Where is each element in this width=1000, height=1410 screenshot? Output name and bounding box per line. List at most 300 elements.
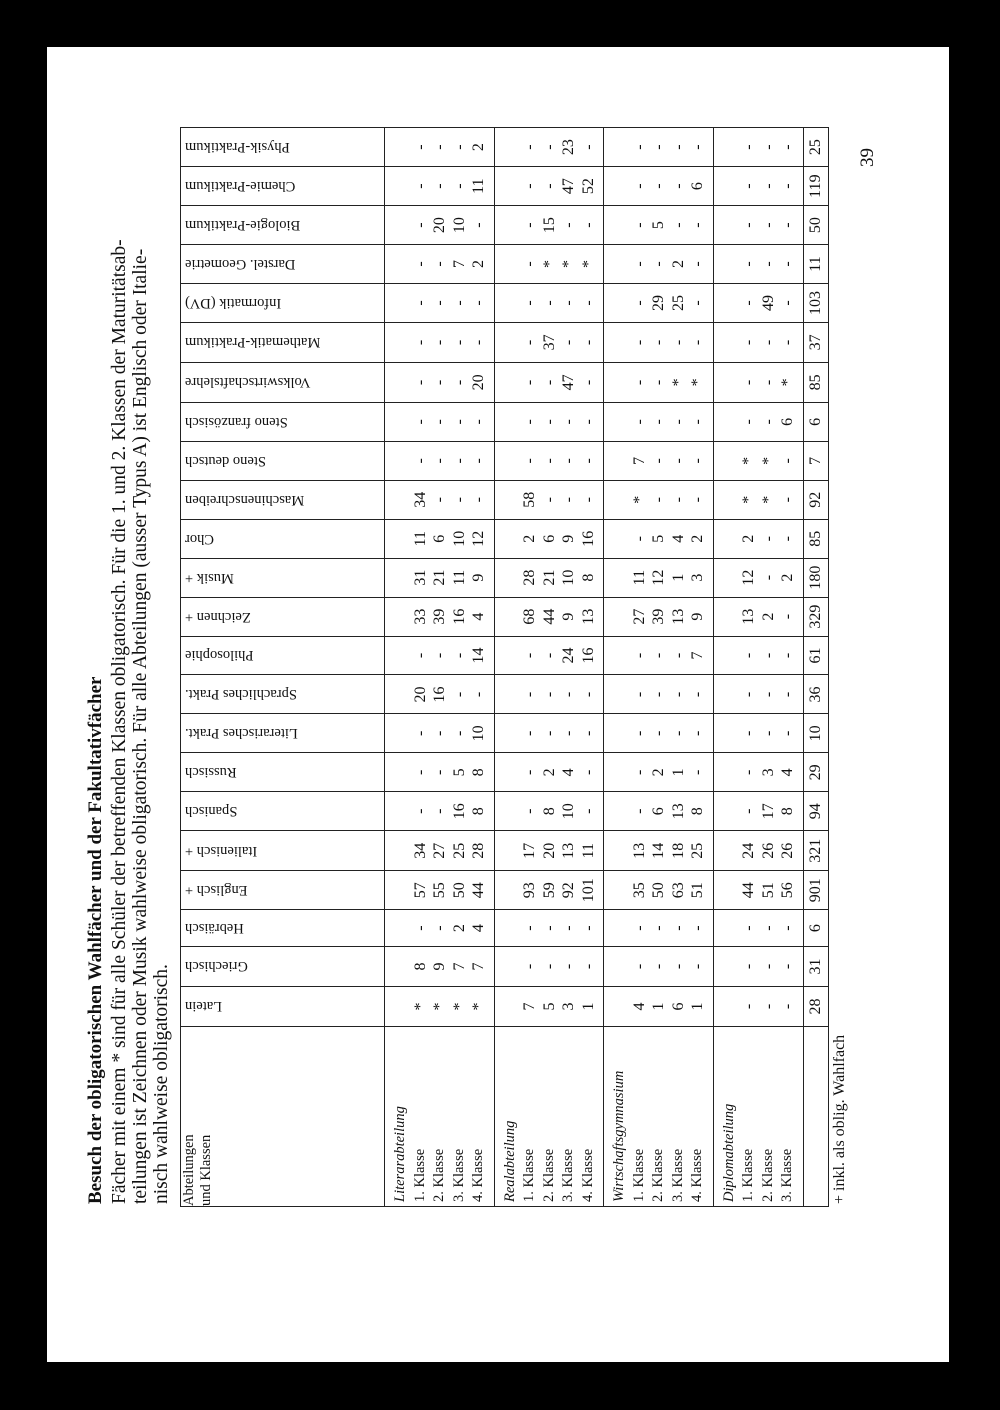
table-cell: 34 <box>411 842 429 859</box>
spacer <box>501 831 521 870</box>
table-cell: - <box>740 261 757 267</box>
value-column <box>494 792 604 831</box>
table-cell: - <box>540 379 558 386</box>
table-cell: * <box>630 495 648 504</box>
table-cell: 24 <box>740 842 757 859</box>
value-column <box>713 597 803 636</box>
table-cell: - <box>521 183 538 189</box>
total-cell: 7 <box>803 441 828 480</box>
table-cell: 29 <box>650 294 667 311</box>
spacer <box>610 559 630 597</box>
table-cell: 4 <box>669 534 687 543</box>
table-cell: - <box>759 925 777 931</box>
spacer <box>610 831 630 870</box>
table-cell: 5 <box>650 534 667 543</box>
value-column <box>494 753 604 792</box>
table-cell: 16 <box>431 686 448 703</box>
value-column <box>494 322 604 362</box>
table-cell: * <box>759 495 777 504</box>
table-cell: - <box>540 458 558 464</box>
column-header-wrap <box>181 792 384 830</box>
table-cell: 27 <box>630 608 648 625</box>
table-cell: - <box>630 808 648 814</box>
spacer <box>501 598 521 636</box>
column-header <box>181 322 385 362</box>
table-cell: 9 <box>431 962 448 971</box>
value-column <box>713 753 803 792</box>
table-cell: 6 <box>431 534 448 543</box>
table-cell: - <box>521 925 538 931</box>
table-cell: - <box>779 300 796 306</box>
table-cell: - <box>689 222 706 228</box>
table-cell: 5 <box>540 1002 558 1011</box>
table-cell: 1 <box>669 573 687 582</box>
value-column <box>604 910 714 947</box>
column-header-label: Musik + <box>185 569 234 586</box>
value-column <box>604 362 714 402</box>
value-column <box>713 558 803 597</box>
column-header-label: Mathematik-Praktikum <box>185 334 321 351</box>
table-cell: 56 <box>779 882 796 899</box>
total-cell: 37 <box>803 322 828 362</box>
table-cell: - <box>689 261 706 267</box>
table-cell: * <box>579 260 597 268</box>
table-cell: - <box>669 339 687 346</box>
table-cell: 4 <box>630 1002 648 1011</box>
table-cell: - <box>411 222 429 228</box>
spacer <box>610 206 630 244</box>
table-cell: 20 <box>470 374 487 391</box>
table-cell: 39 <box>650 608 667 625</box>
section-name: Literarabteilung <box>392 1106 408 1202</box>
table-cell: - <box>540 497 558 503</box>
table-cell: 4 <box>470 924 487 933</box>
column-header-wrap <box>181 442 384 480</box>
table-cell: 13 <box>740 608 757 625</box>
column-header-wrap <box>181 284 384 322</box>
column-header-label: Steno französisch <box>185 413 288 430</box>
table-cell: - <box>759 652 777 659</box>
table-cell: - <box>431 808 448 814</box>
table-cell: 5 <box>450 768 468 777</box>
value-column <box>494 675 604 714</box>
table-cell: - <box>740 183 757 189</box>
column-header-department <box>181 1027 385 1207</box>
class-label: 4. Klasse <box>689 1148 705 1202</box>
spacer <box>720 167 740 205</box>
table-cell: - <box>431 419 448 425</box>
spacer <box>391 167 411 205</box>
spacer <box>610 442 630 480</box>
table-cell: 8 <box>470 807 487 816</box>
table-cell: 2 <box>540 768 558 777</box>
column-header <box>181 792 385 831</box>
total-cell: 10 <box>803 714 828 753</box>
table-cell: - <box>431 458 448 464</box>
total-cell: 28 <box>803 987 828 1027</box>
total-cell: 29 <box>803 753 828 792</box>
table-cell: - <box>470 419 487 425</box>
total-cell: 6 <box>803 402 828 441</box>
value-column <box>494 362 604 402</box>
table-cell: - <box>579 691 597 698</box>
table-cell: 10 <box>560 569 577 586</box>
column-header-wrap <box>181 637 384 675</box>
spacer <box>391 947 411 986</box>
value-column <box>713 636 803 675</box>
table-cell: 4 <box>560 768 577 777</box>
value-column <box>494 831 604 871</box>
table-cell: 11 <box>411 530 429 547</box>
table-cell: - <box>411 769 429 775</box>
spacer <box>501 753 521 791</box>
table-cell: - <box>759 419 777 425</box>
table-cell: - <box>740 379 757 386</box>
spacer <box>720 206 740 244</box>
table-cell: - <box>630 536 648 542</box>
table-cell: - <box>450 144 468 150</box>
table-cell: * <box>411 1002 429 1011</box>
value-column <box>385 362 495 402</box>
value-column <box>385 558 495 597</box>
column-header-wrap <box>181 987 384 1026</box>
table-cell: - <box>759 536 777 542</box>
table-cell: 93 <box>521 882 538 899</box>
table-cell: 9 <box>560 534 577 543</box>
table-cell: 20 <box>431 217 448 234</box>
table-cell: - <box>470 300 487 306</box>
spacer <box>720 831 740 870</box>
table-cell: 13 <box>560 842 577 859</box>
table-cell: - <box>630 419 648 425</box>
total-cell: 25 <box>803 128 828 167</box>
table-cell: 11 <box>470 178 487 194</box>
table-cell: 35 <box>630 882 648 899</box>
table-cell: - <box>521 379 538 386</box>
value-column <box>713 831 803 871</box>
column-header <box>181 753 385 792</box>
table-cell: - <box>579 379 597 386</box>
table-cell: * <box>431 1002 448 1011</box>
spacer <box>610 520 630 558</box>
table-cell: - <box>689 144 706 150</box>
table-cell: 6 <box>779 417 796 426</box>
intro-line: teilungen ist Zeichnen oder Musik wahlweise obligatorisch. Für alle Abteilungen (ausser Typus A) ist Englisch oder Italie- <box>130 248 151 1204</box>
spacer <box>610 403 630 441</box>
spacer <box>610 284 630 322</box>
table-cell: - <box>779 144 796 150</box>
table-cell: - <box>411 183 429 189</box>
table-cell: - <box>470 497 487 503</box>
value-column <box>604 245 714 284</box>
table-cell: 33 <box>411 608 429 625</box>
column-header-wrap <box>181 323 384 362</box>
total-cell: 11 <box>803 245 828 284</box>
table-cell: - <box>521 261 538 267</box>
table-cell: * <box>740 456 757 465</box>
spacer <box>391 481 411 519</box>
table-cell: - <box>540 183 558 189</box>
value-column <box>713 245 803 284</box>
table-cell: - <box>411 419 429 425</box>
column-header <box>181 597 385 636</box>
spacer <box>501 987 521 1026</box>
table-cell: - <box>540 144 558 150</box>
value-column <box>385 167 495 206</box>
section-names <box>494 1027 604 1207</box>
table-cell: - <box>411 458 429 464</box>
table-cell: 2 <box>650 768 667 777</box>
table-cell: - <box>759 144 777 150</box>
table-cell: - <box>689 963 706 970</box>
table-cell: - <box>521 419 538 425</box>
value-column <box>385 441 495 480</box>
column-header-label: Biologie-Praktikum <box>185 217 301 234</box>
value-column <box>385 206 495 245</box>
table-cell: 10 <box>450 217 468 234</box>
table-cell: - <box>540 419 558 425</box>
table-cell: 68 <box>521 608 538 625</box>
table-cell: - <box>521 458 538 464</box>
spacer <box>391 714 411 752</box>
value-column <box>604 283 714 322</box>
value-column <box>494 441 604 480</box>
spacer <box>501 403 521 441</box>
value-column <box>494 167 604 206</box>
spacer <box>720 323 740 362</box>
spacer <box>501 442 521 480</box>
column-header-label: Philosophie <box>185 647 254 664</box>
table-cell: - <box>650 261 667 267</box>
table-cell: - <box>759 730 777 737</box>
value-column <box>385 597 495 636</box>
column-header <box>181 714 385 753</box>
table-cell: - <box>630 144 648 150</box>
table-cell: 31 <box>411 569 429 586</box>
table-cell: 20 <box>411 686 429 703</box>
table-cell: - <box>450 300 468 306</box>
spacer <box>501 323 521 362</box>
table-cell: - <box>740 300 757 306</box>
table-cell: 47 <box>560 178 577 195</box>
table-cell: - <box>431 652 448 659</box>
value-column <box>604 322 714 362</box>
value-column <box>713 362 803 402</box>
class-label: 1. Klasse <box>740 1148 756 1202</box>
spacer <box>391 598 411 636</box>
column-header-label: Sprachliches Prakt. <box>185 686 297 703</box>
table-cell: - <box>689 339 706 346</box>
table-cell: - <box>579 769 597 775</box>
table-cell: 11 <box>450 569 468 586</box>
table-cell: 15 <box>540 217 558 234</box>
spacer <box>610 598 630 636</box>
table-cell: - <box>779 613 796 620</box>
table-cell: - <box>740 222 757 228</box>
section-name: Wirtschaftsgymnasium <box>611 1070 627 1202</box>
intro-line: Fächer mit einem * sind für alle Schüler der betreffenden Klassen obligatorisch. Für die 1. und 2. Klassen der Maturitätsab- <box>109 239 130 1204</box>
table-cell: - <box>630 769 648 775</box>
class-label: 1. Klasse <box>411 1148 428 1202</box>
table-cell: - <box>560 222 577 228</box>
table-cell: 6 <box>689 182 706 191</box>
value-column <box>713 675 803 714</box>
spacer <box>720 559 740 597</box>
section-block <box>385 128 495 1207</box>
footnote: + inkl. als oblig. Wahlfach <box>831 1034 848 1204</box>
totals-row <box>803 128 828 1207</box>
spacer <box>610 323 630 362</box>
table-cell: - <box>759 963 777 970</box>
table-cell: 23 <box>560 139 577 156</box>
spacer <box>610 637 630 675</box>
class-label: 1. Klasse <box>630 1148 647 1202</box>
table-cell: - <box>579 339 597 346</box>
table-cell: 24 <box>560 647 577 664</box>
intro-line: nisch wahlweise obligatorisch. <box>151 964 172 1204</box>
table-cell: - <box>560 339 577 346</box>
value-column <box>385 322 495 362</box>
table-cell: - <box>560 419 577 425</box>
value-column <box>604 441 714 480</box>
table-cell: - <box>689 691 706 698</box>
table-cell: 63 <box>669 882 687 899</box>
table-cell: - <box>669 183 687 189</box>
value-column <box>713 714 803 753</box>
table-cell: 8 <box>779 807 796 816</box>
spacer <box>610 871 630 909</box>
table-cell: - <box>650 339 667 346</box>
table-cell: 21 <box>540 569 558 586</box>
value-column <box>604 402 714 441</box>
table-cell: 39 <box>431 608 448 625</box>
class-label: 2. Klasse <box>650 1148 666 1202</box>
table-cell: - <box>540 300 558 306</box>
table-cell: - <box>450 691 468 698</box>
table-cell: 21 <box>431 569 448 586</box>
column-header-label: Steno deutsch <box>185 452 266 469</box>
table-cell: - <box>540 691 558 698</box>
column-header-label: Griechisch <box>185 958 248 975</box>
spacer <box>391 792 411 830</box>
table-cell: 14 <box>470 647 487 664</box>
class-label: 2. Klasse <box>759 1148 776 1202</box>
table-cell: * <box>669 378 687 387</box>
spacer <box>391 831 411 870</box>
column-header-wrap <box>181 245 384 283</box>
value-column <box>604 206 714 245</box>
table-cell: 8 <box>411 962 429 971</box>
spacer <box>391 871 411 909</box>
table-cell: - <box>450 497 468 503</box>
column-header-wrap <box>181 910 384 946</box>
table-cell: - <box>650 183 667 189</box>
value-column <box>713 167 803 206</box>
spacer <box>391 363 411 402</box>
column-header <box>181 675 385 714</box>
value-column <box>604 792 714 831</box>
table-cell: 2 <box>759 612 777 621</box>
value-column <box>494 128 604 167</box>
table-cell: - <box>540 925 558 931</box>
table-cell: 26 <box>759 842 777 859</box>
table-cell: - <box>411 300 429 306</box>
spacer <box>391 403 411 441</box>
value-column <box>713 947 803 987</box>
table-cell: - <box>630 339 648 346</box>
spacer <box>720 481 740 519</box>
table-cell: 12 <box>740 569 757 586</box>
value-column <box>494 636 604 675</box>
value-column <box>385 792 495 831</box>
value-column <box>604 871 714 910</box>
spacer <box>391 675 411 713</box>
table-cell: - <box>740 339 757 346</box>
column-header-wrap <box>181 871 384 909</box>
table-cell: - <box>630 730 648 737</box>
total-cell: 61 <box>803 636 828 675</box>
table-cell: - <box>560 458 577 464</box>
table-cell: 44 <box>740 882 757 899</box>
column-header-label: Maschinenschreiben <box>185 491 305 508</box>
table-cell: 16 <box>579 647 597 664</box>
column-header <box>181 558 385 597</box>
table-cell: - <box>450 419 468 425</box>
column-header <box>181 362 385 402</box>
section-block <box>604 128 714 1207</box>
table-cell: - <box>669 925 687 931</box>
enrollment-table <box>180 127 829 1207</box>
column-header <box>181 245 385 284</box>
table-cell: - <box>630 652 648 659</box>
table-cell: - <box>411 144 429 150</box>
table-cell: 59 <box>540 882 558 899</box>
table-cell: - <box>630 222 648 228</box>
table-cell: - <box>431 144 448 150</box>
value-column <box>385 519 495 558</box>
table-cell: - <box>630 963 648 970</box>
value-column <box>713 402 803 441</box>
table-cell: - <box>779 222 796 228</box>
table-cell: - <box>650 925 667 931</box>
spacer <box>391 910 411 946</box>
value-column <box>604 128 714 167</box>
value-column <box>713 910 803 947</box>
spacer <box>720 598 740 636</box>
spacer <box>501 910 521 946</box>
table-cell: - <box>431 769 448 775</box>
table-cell: 9 <box>560 612 577 621</box>
table-cell: 27 <box>431 842 448 859</box>
table-cell: - <box>650 144 667 150</box>
table-cell: - <box>740 652 757 659</box>
spacer <box>501 128 521 166</box>
value-column <box>604 987 714 1027</box>
column-header-wrap <box>181 481 384 519</box>
table-cell: - <box>779 536 796 542</box>
table-cell: - <box>740 691 757 698</box>
spacer <box>501 206 521 244</box>
table-cell: - <box>650 379 667 386</box>
table-cell: - <box>521 144 538 150</box>
value-column <box>385 831 495 871</box>
value-column <box>604 597 714 636</box>
table-cell: - <box>579 925 597 931</box>
table-cell: * <box>689 378 706 387</box>
table-cell: - <box>431 261 448 267</box>
column-header-wrap <box>181 675 384 713</box>
table-cell: - <box>650 497 667 503</box>
